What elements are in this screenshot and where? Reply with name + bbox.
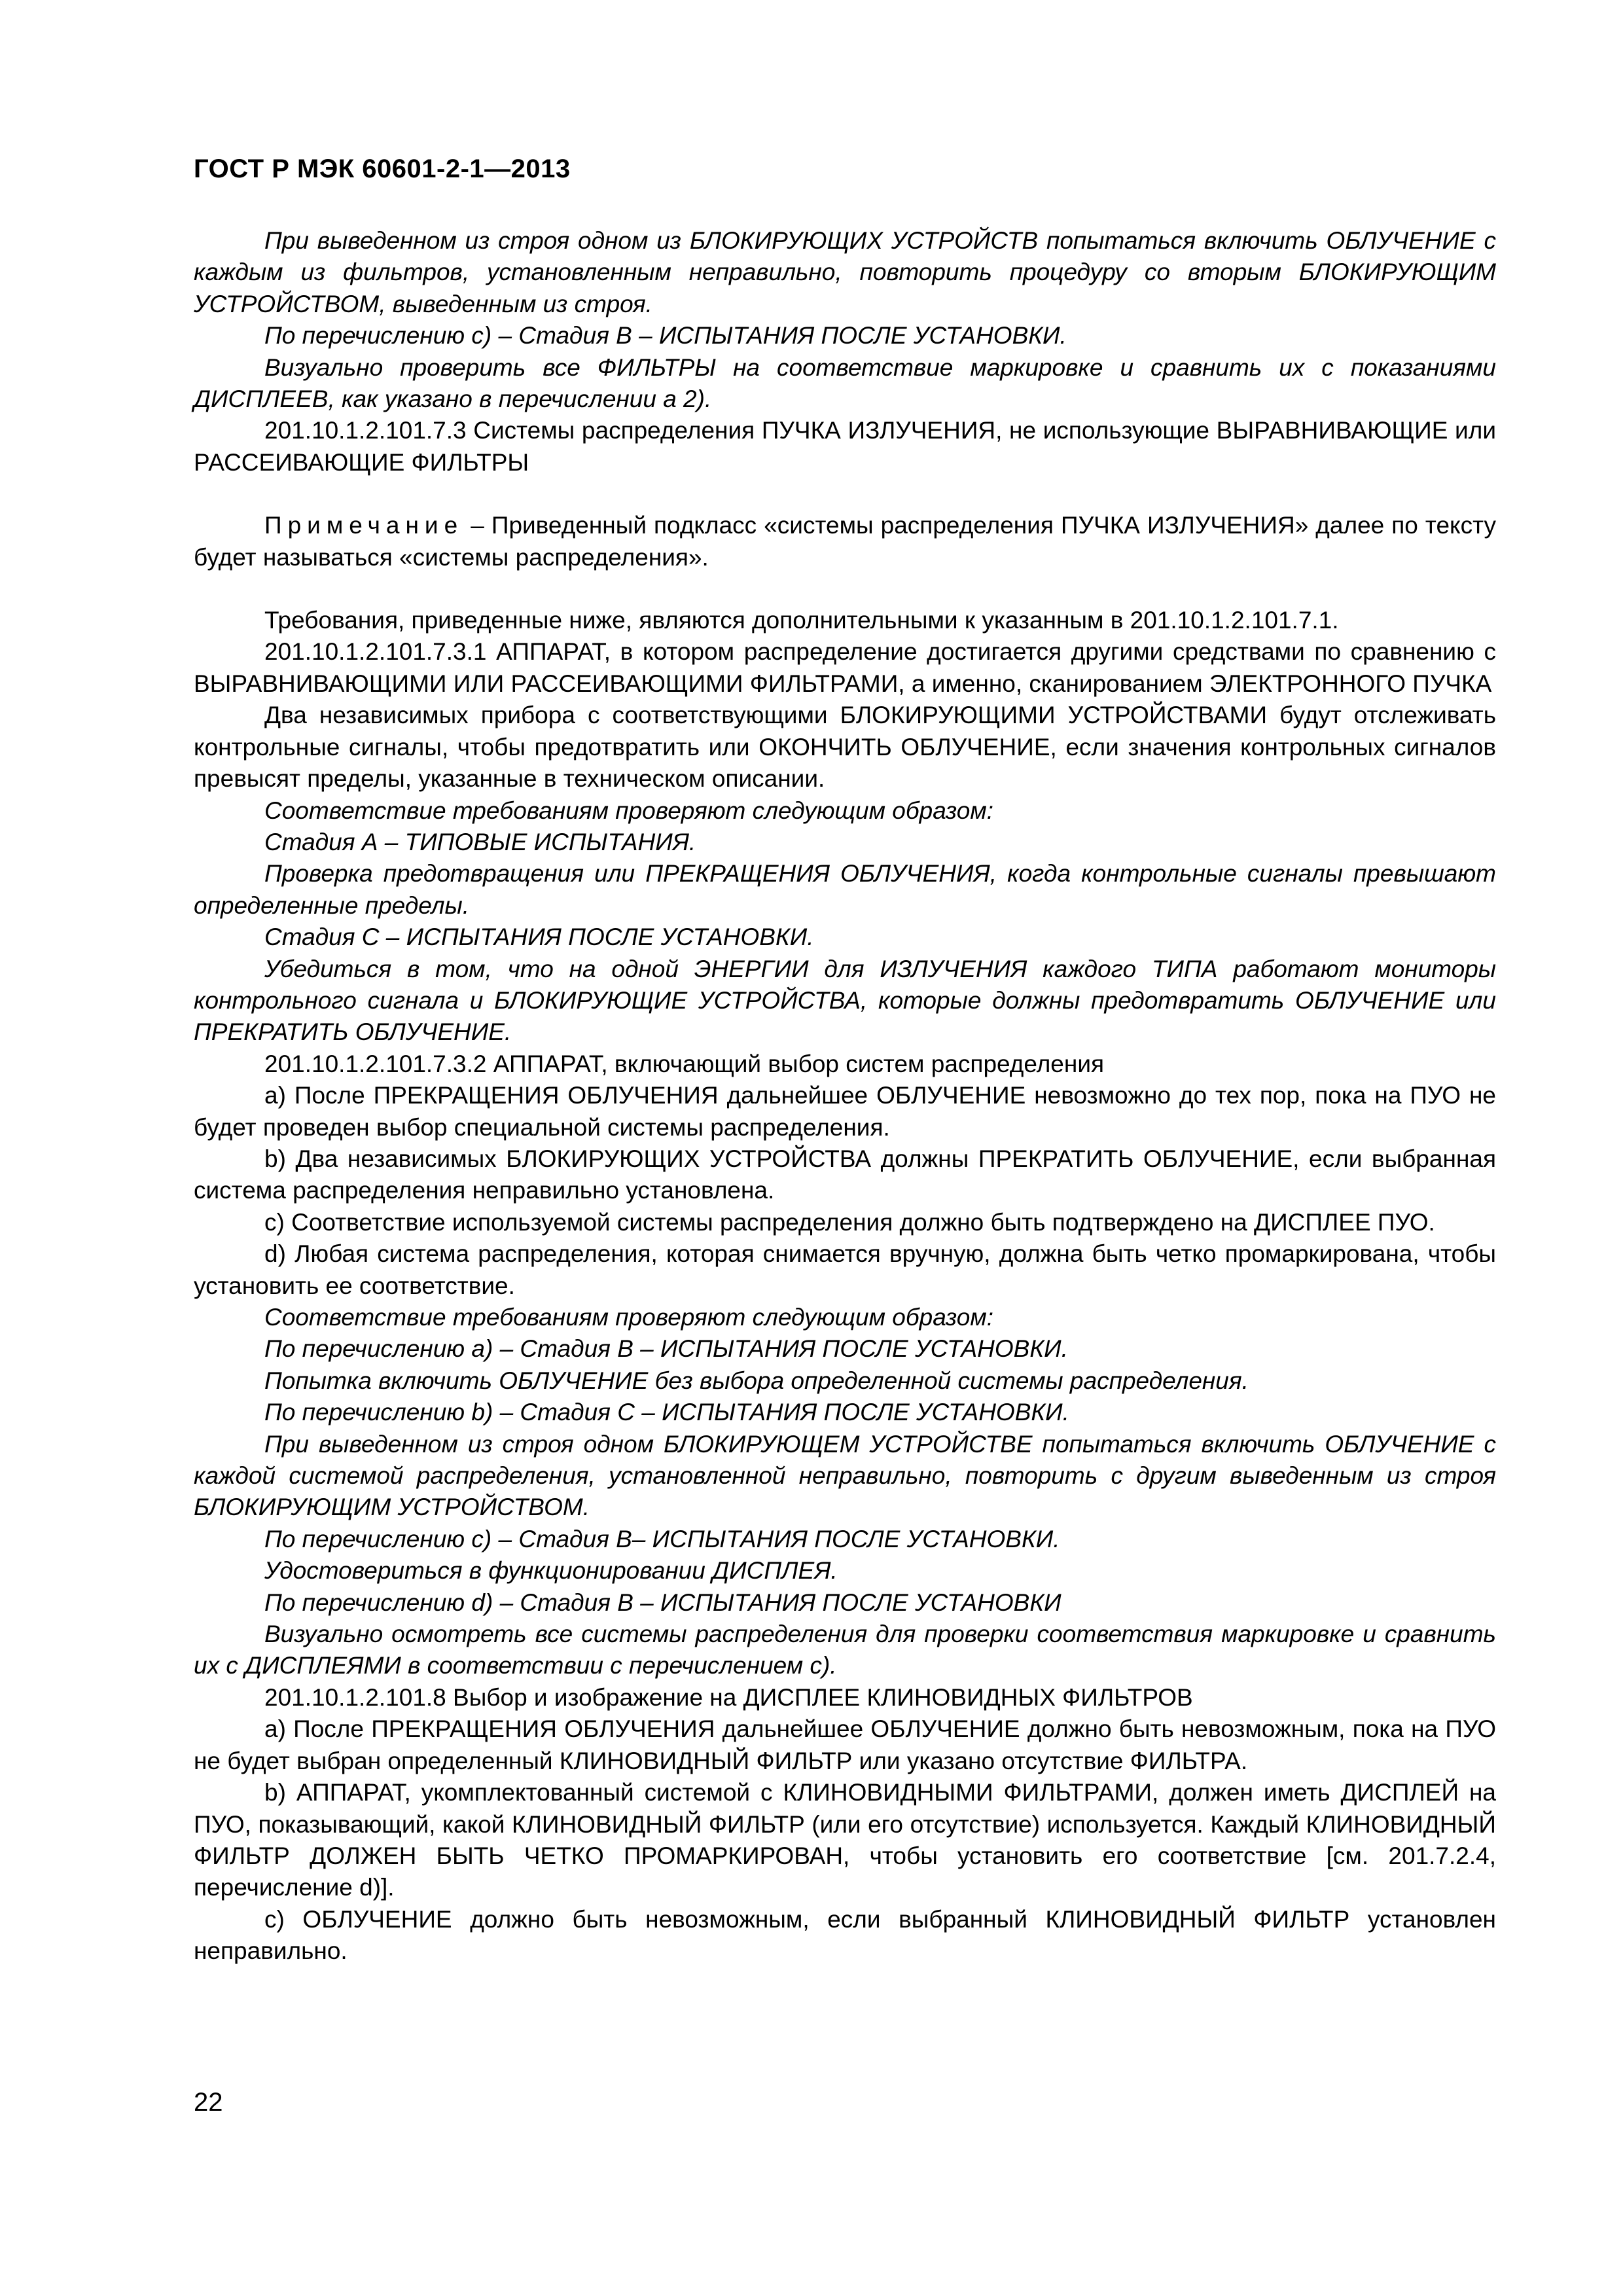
paragraph: По перечислению d) – Стадия В – ИСПЫТАНИЯ ПОСЛЕ УСТАНОВКИ [264, 1588, 1061, 1616]
paragraph: Соответствие требованиям проверяют следующим образом: [264, 1304, 993, 1331]
list-item: b) Два независимых БЛОКИРУЮЩИХ УСТРОЙСТВА должны ПРЕКРАТИТЬ ОБЛУЧЕНИЕ, если выбранная система распределения неправильно установлена. [194, 1145, 1496, 1204]
section-heading: 201.10.1.2.101.7.3.1 АППАРАТ, в котором распределение достигается другими средствами по сравнению с ВЫРАВНИВАЮЩИМИ ИЛИ РАССЕИВАЮЩИМИ ФИЛЬТРАМИ, а именно, сканированием ЭЛЕКТРОННОГО ПУЧКА [194, 638, 1496, 697]
section-heading: 201.10.1.2.101.8 Выбор и изображение на ДИСПЛЕЕ КЛИНОВИДНЫХ ФИЛЬТРОВ [264, 1683, 1193, 1711]
paragraph: Визуально проверить все ФИЛЬТРЫ на соответствие маркировке и сравнить их с показаниями ДИСПЛЕЕВ, как указано в перечислении а 2). [194, 353, 1496, 413]
paragraph: Два независимых прибора с соответствующими БЛОКИРУЮЩИМИ УСТРОЙСТВАМИ будут отслеживать контрольные сигналы, чтобы предотвратить или ОКОНЧИТЬ ОБЛУЧЕНИЕ, если значения контрольных сигналов превысят пределы, указанные в техническом описании. [194, 702, 1496, 793]
paragraph: Требования, приведенные ниже, являются дополнительными к указанным в 201.10.1.2.101.7.1. [264, 607, 1339, 634]
note-label: Примечание [264, 512, 464, 539]
paragraph: Визуально осмотреть все системы распределения для проверки соответствия маркировке и сравнить их с ДИСПЛЕЯМИ в соответствии с перечислением с). [194, 1621, 1496, 1679]
list-item: с) ОБЛУЧЕНИЕ должно быть невозможным, если выбранный КЛИНОВИДНЫЙ ФИЛЬТР установлен неправильно. [194, 1905, 1496, 1965]
paragraph: Соответствие требованиям проверяют следующим образом: [264, 797, 993, 824]
paragraph: При выведенном из строя одном БЛОКИРУЮЩЕМ УСТРОЙСТВЕ попытаться включить ОБЛУЧЕНИЕ с каждой системой распределения, установленной неправильно, повторить с другим выведенным из строя БЛОКИРУЮЩИМ УСТРОЙСТВОМ. [194, 1430, 1496, 1521]
paragraph: При выведенном из строя одном из БЛОКИРУЮЩИХ УСТРОЙСТВ попытаться включить ОБЛУЧЕНИЕ с каждым из фильтров, установленным неправильно, повторить процедуру со вторым БЛОКИРУЮЩИМ УСТРОЙСТВОМ, выведенным из строя. [194, 227, 1496, 317]
list-item: а) После ПРЕКРАЩЕНИЯ ОБЛУЧЕНИЯ дальнейшее ОБЛУЧЕНИЕ невозможно до тех пор, пока на ПУО не будет проведен выбор специальной системы распределения. [194, 1082, 1496, 1141]
section-heading: 201.10.1.2.101.7.3 Системы распределения ПУЧКА ИЗЛУЧЕНИЯ, не использующие ВЫРАВНИВАЮЩИЕ или РАССЕИВАЮЩИЕ ФИЛЬТРЫ [194, 417, 1496, 476]
list-item: с) Соответствие используемой системы распределения должно быть подтверждено на ДИСПЛЕЕ ПУО. [264, 1208, 1435, 1236]
note-dash: – [463, 512, 491, 539]
paragraph: Проверка предотвращения или ПРЕКРАЩЕНИЯ ОБЛУЧЕНИЯ, когда контрольные сигналы превышают определенные пределы. [194, 860, 1496, 919]
list-item: d) Любая система распределения, которая снимается вручную, должна быть четко промаркирована, чтобы установить ее соответствие. [194, 1240, 1496, 1299]
paragraph: Убедиться в том, что на одной ЭНЕРГИИ для ИЗЛУЧЕНИЯ каждого ТИПА работают мониторы контрольного сигнала и БЛОКИРУЮЩИЕ УСТРОЙСТВА, которые должны предотвратить ОБЛУЧЕНИЕ или ПРЕКРАТИТЬ ОБЛУЧЕНИЕ. [194, 955, 1496, 1046]
paragraph: По перечислению с) – Стадия В – ИСПЫТАНИЯ ПОСЛЕ УСТАНОВКИ. [264, 322, 1067, 350]
paragraph: Стадия А – ТИПОВЫЕ ИСПЫТАНИЯ. [264, 828, 696, 855]
page-number: 22 [194, 2088, 223, 2117]
list-item: а) После ПРЕКРАЩЕНИЯ ОБЛУЧЕНИЯ дальнейшее ОБЛУЧЕНИЕ должно быть невозможным, пока на ПУО не будет выбран определенный КЛИНОВИДНЫЙ ФИЛЬТР или указано отсутствие ФИЛЬТРА. [194, 1715, 1496, 1774]
note [194, 510, 1496, 573]
paragraph: По перечислению b) – Стадия С – ИСПЫТАНИЯ ПОСЛЕ УСТАНОВКИ. [264, 1399, 1069, 1426]
document-body [194, 225, 1496, 1967]
paragraph: Попытка включить ОБЛУЧЕНИЕ без выбора определенной системы распределения. [264, 1367, 1249, 1394]
paragraph: Стадия С – ИСПЫТАНИЯ ПОСЛЕ УСТАНОВКИ. [264, 924, 814, 951]
paragraph: Удостовериться в функционировании ДИСПЛЕЯ. [264, 1557, 838, 1585]
note-text: Приведенный подкласс «системы распределения ПУЧКА ИЗЛУЧЕНИЯ» далее по тексту будет называться «системы распределения». [194, 512, 1496, 571]
list-item: b) АППАРАТ, укомплектованный системой с КЛИНОВИДНЫМИ ФИЛЬТРАМИ, должен иметь ДИСПЛЕЙ на ПУО, показывающий, какой КЛИНОВИДНЫЙ ФИЛЬТР (или его отсутствие) используется. Каждый КЛИНОВИДНЫЙ ФИЛЬТР ДОЛЖЕН БЫТЬ ЧЕТКО ПРОМАРКИРОВАН, чтобы установить его соответствие [см. 201.7.2.4, перечисление d)]. [194, 1779, 1496, 1901]
paragraph: По перечислению с) – Стадия В– ИСПЫТАНИЯ ПОСЛЕ УСТАНОВКИ. [264, 1525, 1060, 1552]
document-header: ГОСТ Р МЭК 60601-2-1—2013 [194, 154, 571, 183]
section-heading: 201.10.1.2.101.7.3.2 АППАРАТ, включающий выбор систем распределения [264, 1050, 1105, 1077]
paragraph: По перечислению а) – Стадия В – ИСПЫТАНИЯ ПОСЛЕ УСТАНОВКИ. [264, 1335, 1068, 1363]
